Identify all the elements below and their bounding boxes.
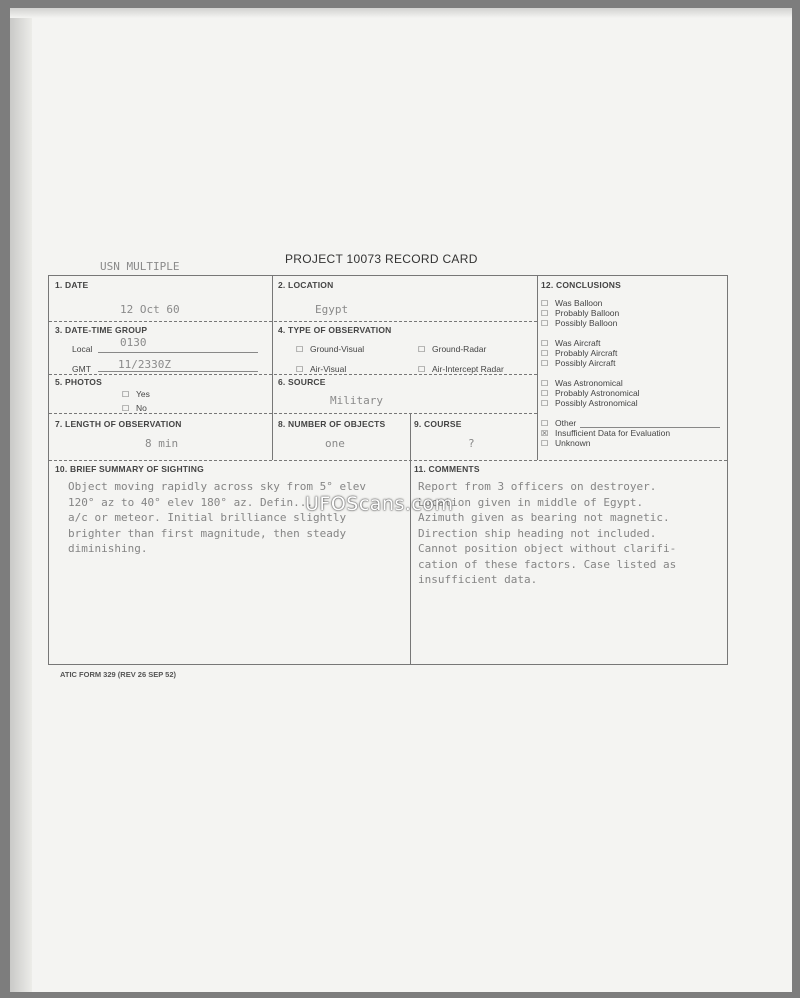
conclusion-option: ☐ Unknown <box>541 438 591 448</box>
divider <box>49 321 537 322</box>
usn-multiple-stamp: USN MULTIPLE <box>100 260 180 273</box>
divider <box>49 374 537 375</box>
location-label: 2. LOCATION <box>278 280 334 290</box>
conclusion-option: ☐ Probably Astronomical <box>541 388 640 398</box>
divider <box>49 460 727 461</box>
brief-summary-label: 10. BRIEF SUMMARY OF SIGHTING <box>55 464 204 474</box>
photos-yes-option: ☐ Yes <box>122 389 150 399</box>
conclusion-option: ☐ Was Aircraft <box>541 338 601 348</box>
divider <box>410 413 411 664</box>
divider <box>537 276 538 460</box>
course-label: 9. COURSE <box>414 419 462 429</box>
form-footer: ATIC FORM 329 (REV 26 SEP 52) <box>60 670 177 679</box>
card-title: PROJECT 10073 RECORD CARD <box>285 252 478 266</box>
divider <box>272 413 273 460</box>
location-value: Egypt <box>315 303 349 316</box>
conclusions-label: 12. CONCLUSIONS <box>541 280 621 290</box>
number-of-objects-label: 8. NUMBER OF OBJECTS <box>278 419 386 429</box>
conclusion-option: ☐ Possibly Balloon <box>541 318 618 328</box>
conclusion-option: ☐ Possibly Astronomical <box>541 398 638 408</box>
length-of-observation-value: 8 min <box>145 437 179 450</box>
brief-summary-text: Object moving rapidly across sky from 5° elev 120° az to 40° elev 180° az. Defin... a/c or meteor. Initial brilliance slightly brighter than first magnitude, then steady diminishing. <box>68 480 373 555</box>
conclusion-option: ☐ Possibly Aircraft <box>541 358 616 368</box>
conclusion-option: ☐ Probably Aircraft <box>541 348 618 358</box>
date-time-group-label: 3. DATE-TIME GROUP <box>55 325 148 335</box>
conclusion-option-checked: ☒ Insufficient Data for Evaluation <box>541 428 671 438</box>
watermark: UFOScans.com <box>305 493 454 515</box>
gmt-label: GMT <box>72 364 91 374</box>
conclusion-option: ☐ Was Balloon <box>541 298 603 308</box>
source-value: Military <box>330 394 383 407</box>
local-underline <box>98 352 258 353</box>
type-of-observation-label: 4. TYPE OF OBSERVATION <box>278 325 392 335</box>
local-label: Local <box>72 344 93 354</box>
divider <box>49 413 537 414</box>
number-of-objects-value: one <box>325 437 345 450</box>
course-value: ? <box>468 437 475 450</box>
comments-label: 11. COMMENTS <box>414 464 480 474</box>
photos-no-option: ☐ No <box>122 403 147 413</box>
comments-text: Report from 3 officers on destroyer. Location given in middle of Egypt. Azimuth given as bearing not magnetic. Direction ship heading not included. Cannot position object without clarifi- cation of these factors. Case listed as insufficient data. <box>418 480 677 586</box>
conclusion-option: ☐ Was Astronomical <box>541 378 623 388</box>
gmt-value: 11/2330Z <box>118 358 171 371</box>
photos-label: 5. PHOTOS <box>55 377 102 387</box>
ground-visual-option: ☐ Ground-Visual <box>296 344 365 354</box>
conclusion-option: ☐ Other <box>541 418 577 428</box>
date-value: 12 Oct 60 <box>120 303 180 316</box>
conclusion-option: ☐ Probably Balloon <box>541 308 620 318</box>
date-label: 1. DATE <box>55 280 89 290</box>
length-of-observation-label: 7. LENGTH OF OBSERVATION <box>55 419 182 429</box>
local-value: 0130 <box>120 336 147 349</box>
air-intercept-radar-option: ☐ Air-Intercept Radar <box>418 364 504 374</box>
source-label: 6. SOURCE <box>278 377 326 387</box>
gmt-underline <box>98 371 258 372</box>
air-visual-option: ☐ Air-Visual <box>296 364 347 374</box>
ground-radar-option: ☐ Ground-Radar <box>418 344 487 354</box>
